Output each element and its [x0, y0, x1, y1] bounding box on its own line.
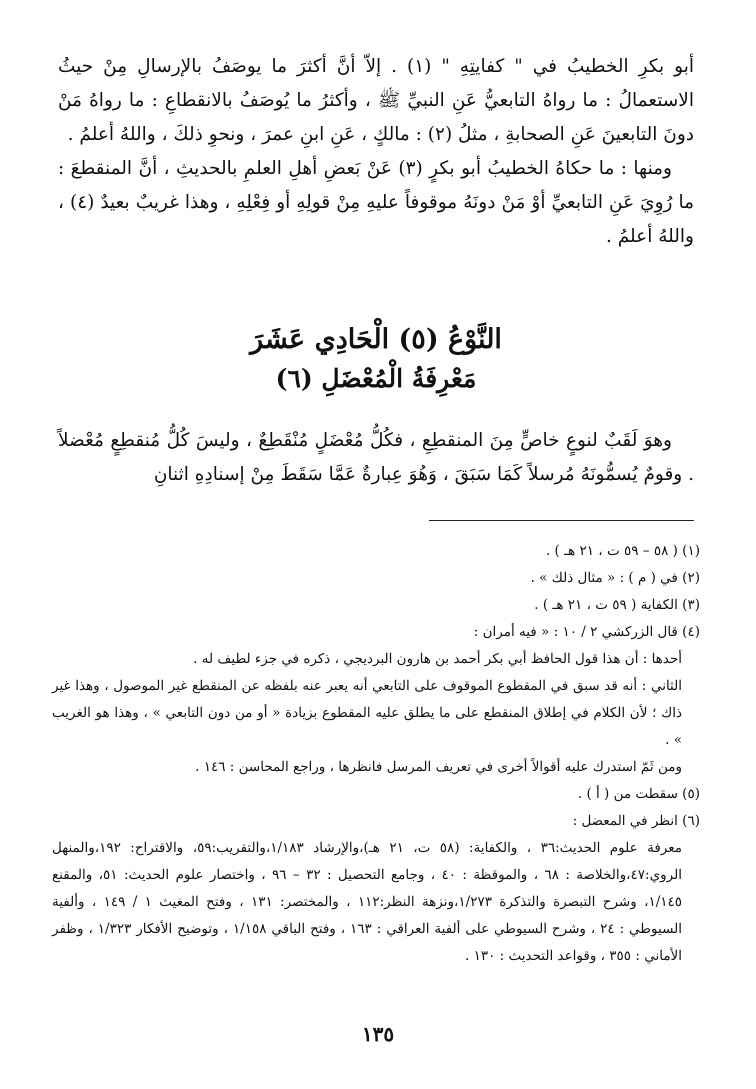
paragraph-1: أبو بكرِ الخطيبُ في " كفايتِهِ " (١) . إلاّ أنَّ أكثرَ ما يوصَفُ بالإرسالِ مِنْ حيثُ الاستعمالُ : ما رواهُ التابعيُّ عَنِ النبيِّ ﷺ ، وأكثرُ ما يُوصَفُ بالانقطاعِ : ما رواهُ مَنْ دونَ التابعينَ عَنِ الصحابةِ ، مثلُ (٢) : مالكٍ ، عَنِ ابنِ عمرَ ، ونحوِ ذلكَ ، واللهُ أعلمُ . — [58, 56, 694, 145]
footnote-3: (٣) الكفاية ( ٥٩ ت ، ٢١ هـ ) . — [534, 597, 700, 613]
footnote-6-details: معرفة علوم الحديث:٣٦ ، والكفاية: (٥٨ ت، ٢١ هـ)،والإرشاد ١/١٨٣،والتقريب:٥٩، والاقتراح: ١٩٢،والمنهل الروي:٤٧،والخلاصة : ٦٨ ، والموقظة : ٤٠ ، وجامع التحصيل : ٣٢ – ٩٦ ، واختصار علوم الحديث: ٥١، والمقنع ١/١٤٥، وشرح التبصرة والتذكرة ١/٢٧٣،ونزهة النظر:١١٢ ، والمختصر: ١٣١ ، وفتح المغيث ١ / ١٤٩ ، وألفية السيوطي : ٢٤ ، وشرح السيوطي على ألفية العراقي : ١٦٣ ، وفتح الباقي ١/١٥٨ ، وتوضيح الأفكار ١/٣٢٣ ، وظفر الأماني : ٣٥٥ ، وقواعد التحديث : ١٣٠ . — [52, 840, 683, 964]
main-text-top — [58, 50, 694, 254]
footnote-4-detail-2: الثاني : أنه قد سبق في المقطوع الموقوف على التابعي أنه يعبر عنه بلفظه عن المنقطع غير الموصول ، وهذا غير ذاك ؛ لأن الكلام في إطلاق المنقطع على ما يطلق عليه المقطوع بزيادة « أو من دون التابعي » ، وهذا هو الغريب » . — [52, 678, 682, 748]
footnote-separator — [429, 520, 694, 521]
chapter-title-heading: مَعْرِفَةُ الْمُعْضَلِ (٦) — [275, 364, 477, 393]
footnote-4-detail-1: أحدها : أن هذا قول الحافظ أبي بكر أحمد بن هارون البرديجي ، ذكره في جزء لطيف له . — [193, 651, 682, 667]
footnote-4: (٤) قال الزركشي ٢ / ١٠ : « فيه أمران : — [473, 624, 700, 640]
paragraph-3: وهوَ لَقَبٌ لنوعٍ خاصٍّ مِنَ المنقطِعِ ، فكُلُّ مُعْضَلٍ مُنْقَطِعٌ ، وليسَ كُلُّ مُنقطِعٍ مُعْضلاً . وقومٌ يُسمُّونَهُ مُرسلاً كَمَا سَبَقَ ، وَهُوَ عِبارةٌ عَمَّا سَقَطَ مِنْ إسنادِهِ اثنانِ — [58, 430, 694, 485]
chapter-number-heading: النَّوْعُ (٥) الْحَادِي عَشَرَ — [250, 324, 502, 355]
footnotes — [52, 538, 700, 970]
chapter-headings — [58, 320, 694, 398]
main-text-bottom — [58, 424, 694, 492]
page-number: ١٣٥ — [361, 1022, 395, 1046]
footnote-2: (٢) في ( م ) : « مثال ذلك » . — [530, 570, 700, 586]
footnote-4-detail-3: ومن ثَمّ استدرك عليه أقوالاً أخرى في تعريف المرسل فانظرها ، وراجع المحاسن : ١٤٦ . — [195, 759, 682, 775]
paragraph-2: ومنها : ما حكاهُ الخطيبُ أبو بكرٍ (٣) عَنْ بَعضِ أهلِ العلمِ بالحديثِ ، أنَّ المنقطعَ : ما رُوِيَ عَنِ التابعيِّ أوْ مَنْ دونَهُ موقوفاً عليهِ مِنْ قولِهِ أو فِعْلِهِ ، وهذا غريبٌ بعيدٌ (٤) ، واللهُ أعلمُ . — [58, 158, 694, 247]
footnote-6: (٦) انظر في المعضل : — [572, 813, 700, 829]
footnote-1: (١) ( ٥٨ – ٥٩ ت ، ٢١ هـ ) . — [545, 543, 700, 559]
footnote-5: (٥) سقطت من ( أ ) . — [577, 786, 700, 802]
